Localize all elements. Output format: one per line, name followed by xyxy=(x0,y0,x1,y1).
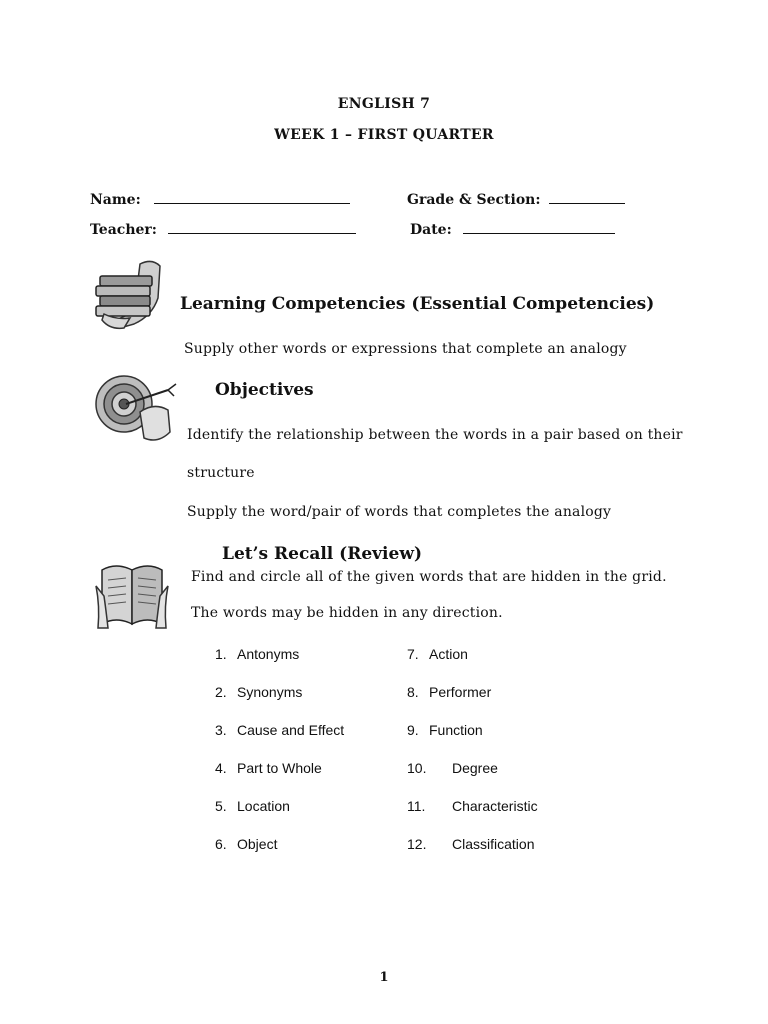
recall-heading: Let’s Recall (Review) xyxy=(222,544,422,564)
grade-section-blank[interactable] xyxy=(549,189,625,204)
list-item: 6. Object xyxy=(215,836,278,852)
page-number: 1 xyxy=(379,970,389,985)
list-item: 3. Cause and Effect xyxy=(215,722,345,738)
recall-line-2: The words may be hidden in any direction. xyxy=(191,605,503,621)
grade-section-field xyxy=(407,189,625,208)
teacher-field xyxy=(90,219,356,238)
name-blank[interactable] xyxy=(154,189,350,204)
date-blank[interactable] xyxy=(463,219,615,234)
teacher-blank[interactable] xyxy=(168,219,356,234)
list-item: 5. Location xyxy=(215,798,290,814)
worksheet-subject: ENGLISH 7 xyxy=(337,96,431,112)
list-item: 8. Performer xyxy=(407,684,492,700)
list-item: 7. Action xyxy=(407,646,468,662)
list-item: 4. Part to Whole xyxy=(215,760,322,776)
recall-line-1: Find and circle all of the given words that are hidden in the grid. xyxy=(191,569,667,585)
date-label: Date: xyxy=(410,222,452,238)
objectives-line-1: Identify the relationship between the words in a pair based on their xyxy=(187,427,683,443)
objectives-line-2: structure xyxy=(187,465,255,481)
list-item: 12. Classification xyxy=(407,836,535,852)
list-item: 2. Synonyms xyxy=(215,684,303,700)
date-field xyxy=(410,219,615,238)
open-book-icon xyxy=(94,556,172,632)
competencies-text: Supply other words or expressions that complete an analogy xyxy=(184,341,627,357)
objectives-heading: Objectives xyxy=(215,380,314,400)
books-in-hand-icon xyxy=(90,258,166,332)
list-item: 1. Antonyms xyxy=(215,646,300,662)
name-label: Name: xyxy=(90,192,141,208)
objectives-line-3: Supply the word/pair of words that completes the analogy xyxy=(187,504,612,520)
teacher-label: Teacher: xyxy=(90,222,157,238)
competencies-heading: Learning Competencies (Essential Competencies) xyxy=(180,294,655,314)
list-item: 11. Characteristic xyxy=(407,798,538,814)
dart-target-icon xyxy=(94,372,178,448)
grade-section-label: Grade & Section: xyxy=(407,192,541,208)
worksheet-week: WEEK 1 – FIRST QUARTER xyxy=(274,127,494,143)
list-item: 10. Degree xyxy=(407,760,498,776)
name-field xyxy=(90,189,350,208)
list-item: 9. Function xyxy=(407,722,483,738)
